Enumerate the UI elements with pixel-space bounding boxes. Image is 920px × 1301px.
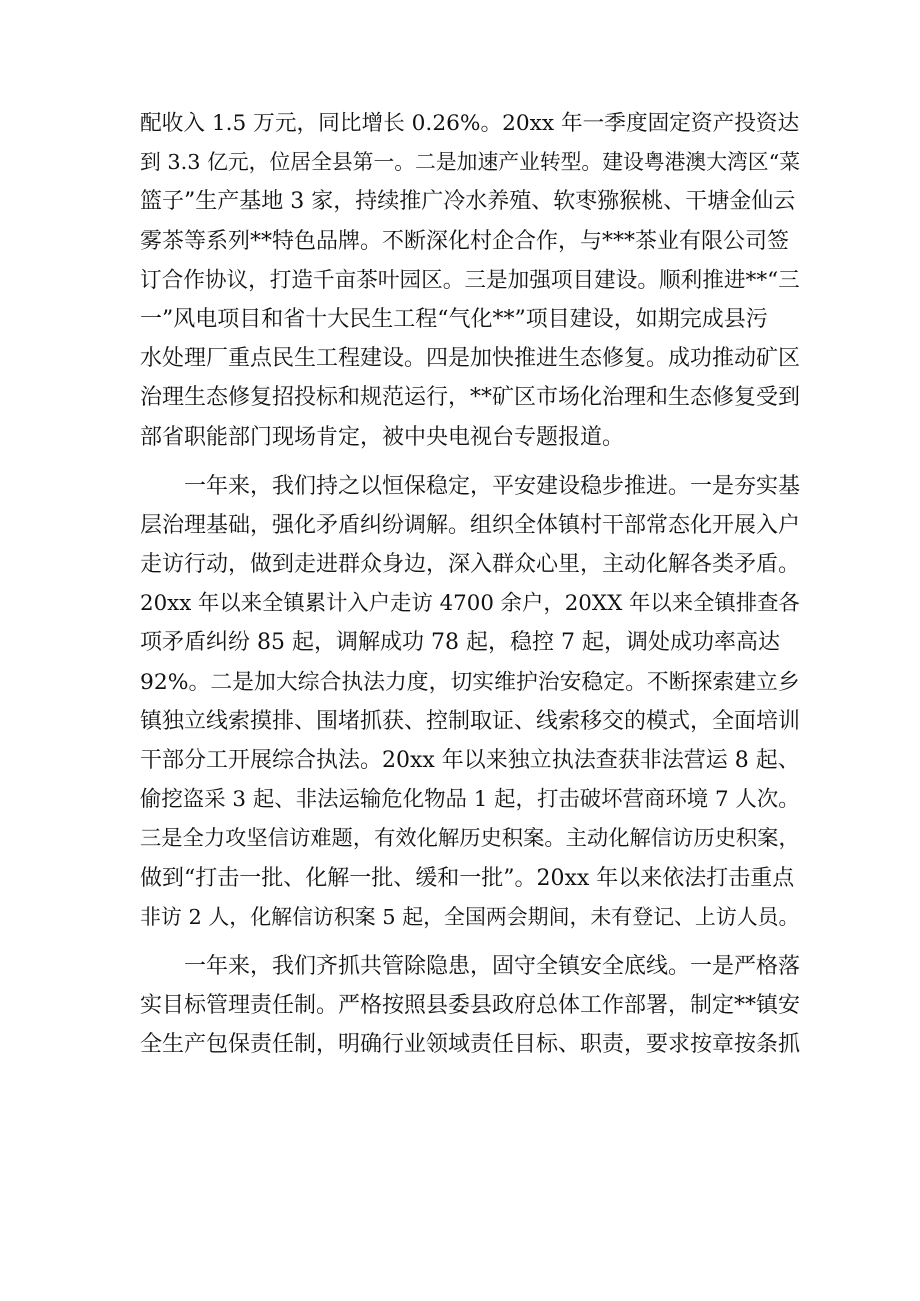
paragraph-spacing <box>140 457 800 467</box>
text-line: 订合作协议，打造千亩茶叶园区。三是加强项目建设。顺利推进**“三 <box>140 267 800 293</box>
text-line: 水处理厂重点民生工程建设。四是加快推进生态修复。成功推动矿区 <box>140 346 801 372</box>
text-line: 层治理基础，强化矛盾纠纷调解。组织全体镇村干部常态化开展入户 <box>140 512 801 538</box>
paragraph-safety <box>140 947 800 1065</box>
paragraph-economy-continued <box>140 104 800 457</box>
text-line: 部省职能部门现场肯定，被中央电视台专题报道。 <box>140 424 625 450</box>
text-line: 配收入 1.5 万元，同比增长 0.26%。20xx 年一季度固定资产投资达 <box>140 111 800 136</box>
text-line: 干部分工开展综合执法。20xx 年以来独立执法查获非法营运 8 起、 <box>140 748 800 773</box>
text-line: 偷挖盗采 3 起、非法运输危化物品 1 起，打击破坏营商环境 7 人次。 <box>140 787 800 813</box>
text-line: 治理生态修复招投标和规范运行，**矿区市场化治理和生态修复受到 <box>140 385 801 411</box>
text-line: 实目标管理责任制。严格按照县委县政府总体工作部署，制定**镇安 <box>140 993 801 1019</box>
text-line: 走访行动，做到走进群众身边，深入群众心里，主动化解各类矛盾。 <box>140 552 801 578</box>
text-line: 到 3.3 亿元，位居全县第一。二是加速产业转型。建设粤港澳大湾区“菜 <box>140 150 801 175</box>
text-line: 非访 2 人，化解信访积案 5 起，全国两会期间，未有登记、上访人员。 <box>140 904 800 929</box>
text-line: 一年来，我们齐抓共管除隐患，固守全镇安全底线。一是严格落 <box>184 953 801 979</box>
paragraph-stability <box>140 467 800 937</box>
text-line: 做到“打击一批、化解一批、缓和一批”。20xx 年以来依法打击重点 <box>140 865 795 891</box>
text-line: 20xx 年以来全镇累计入户走访 4700 余户，20XX 年以来全镇排查各 <box>140 591 800 617</box>
text-line: 全生产包保责任制，明确行业领域责任目标、职责，要求按章按条抓 <box>140 1032 801 1058</box>
text-line: 雾茶等系列**特色品牌。不断深化村企合作，与***茶业有限公司签 <box>140 228 790 254</box>
text-line: 92%。二是加大综合执法力度，切实维护治安稳定。不断探索建立乡 <box>140 669 800 695</box>
text-line: 篮子”生产基地 3 家，持续推广冷水养殖、软枣猕猴桃、干塘金仙云 <box>140 189 796 215</box>
text-line: 三是全力攻坚信访难题，有效化解历史积案。主动化解信访历史积案， <box>140 826 800 852</box>
paragraph-spacing <box>140 937 800 947</box>
text-line: 项矛盾纠纷 85 起，调解成功 78 起，稳控 7 起，调处成功率高达 <box>140 630 780 656</box>
text-line: 一年来，我们持之以恒保稳定，平安建设稳步推进。一是夯实基 <box>184 473 801 499</box>
text-line: 一”风电项目和省十大民生工程“气化**”项目建设，如期完成县污 <box>140 306 768 332</box>
document-body <box>140 104 800 1065</box>
text-line: 镇独立线索摸排、围堵抓获、控制取证、线索移交的模式，全面培训 <box>140 708 801 734</box>
